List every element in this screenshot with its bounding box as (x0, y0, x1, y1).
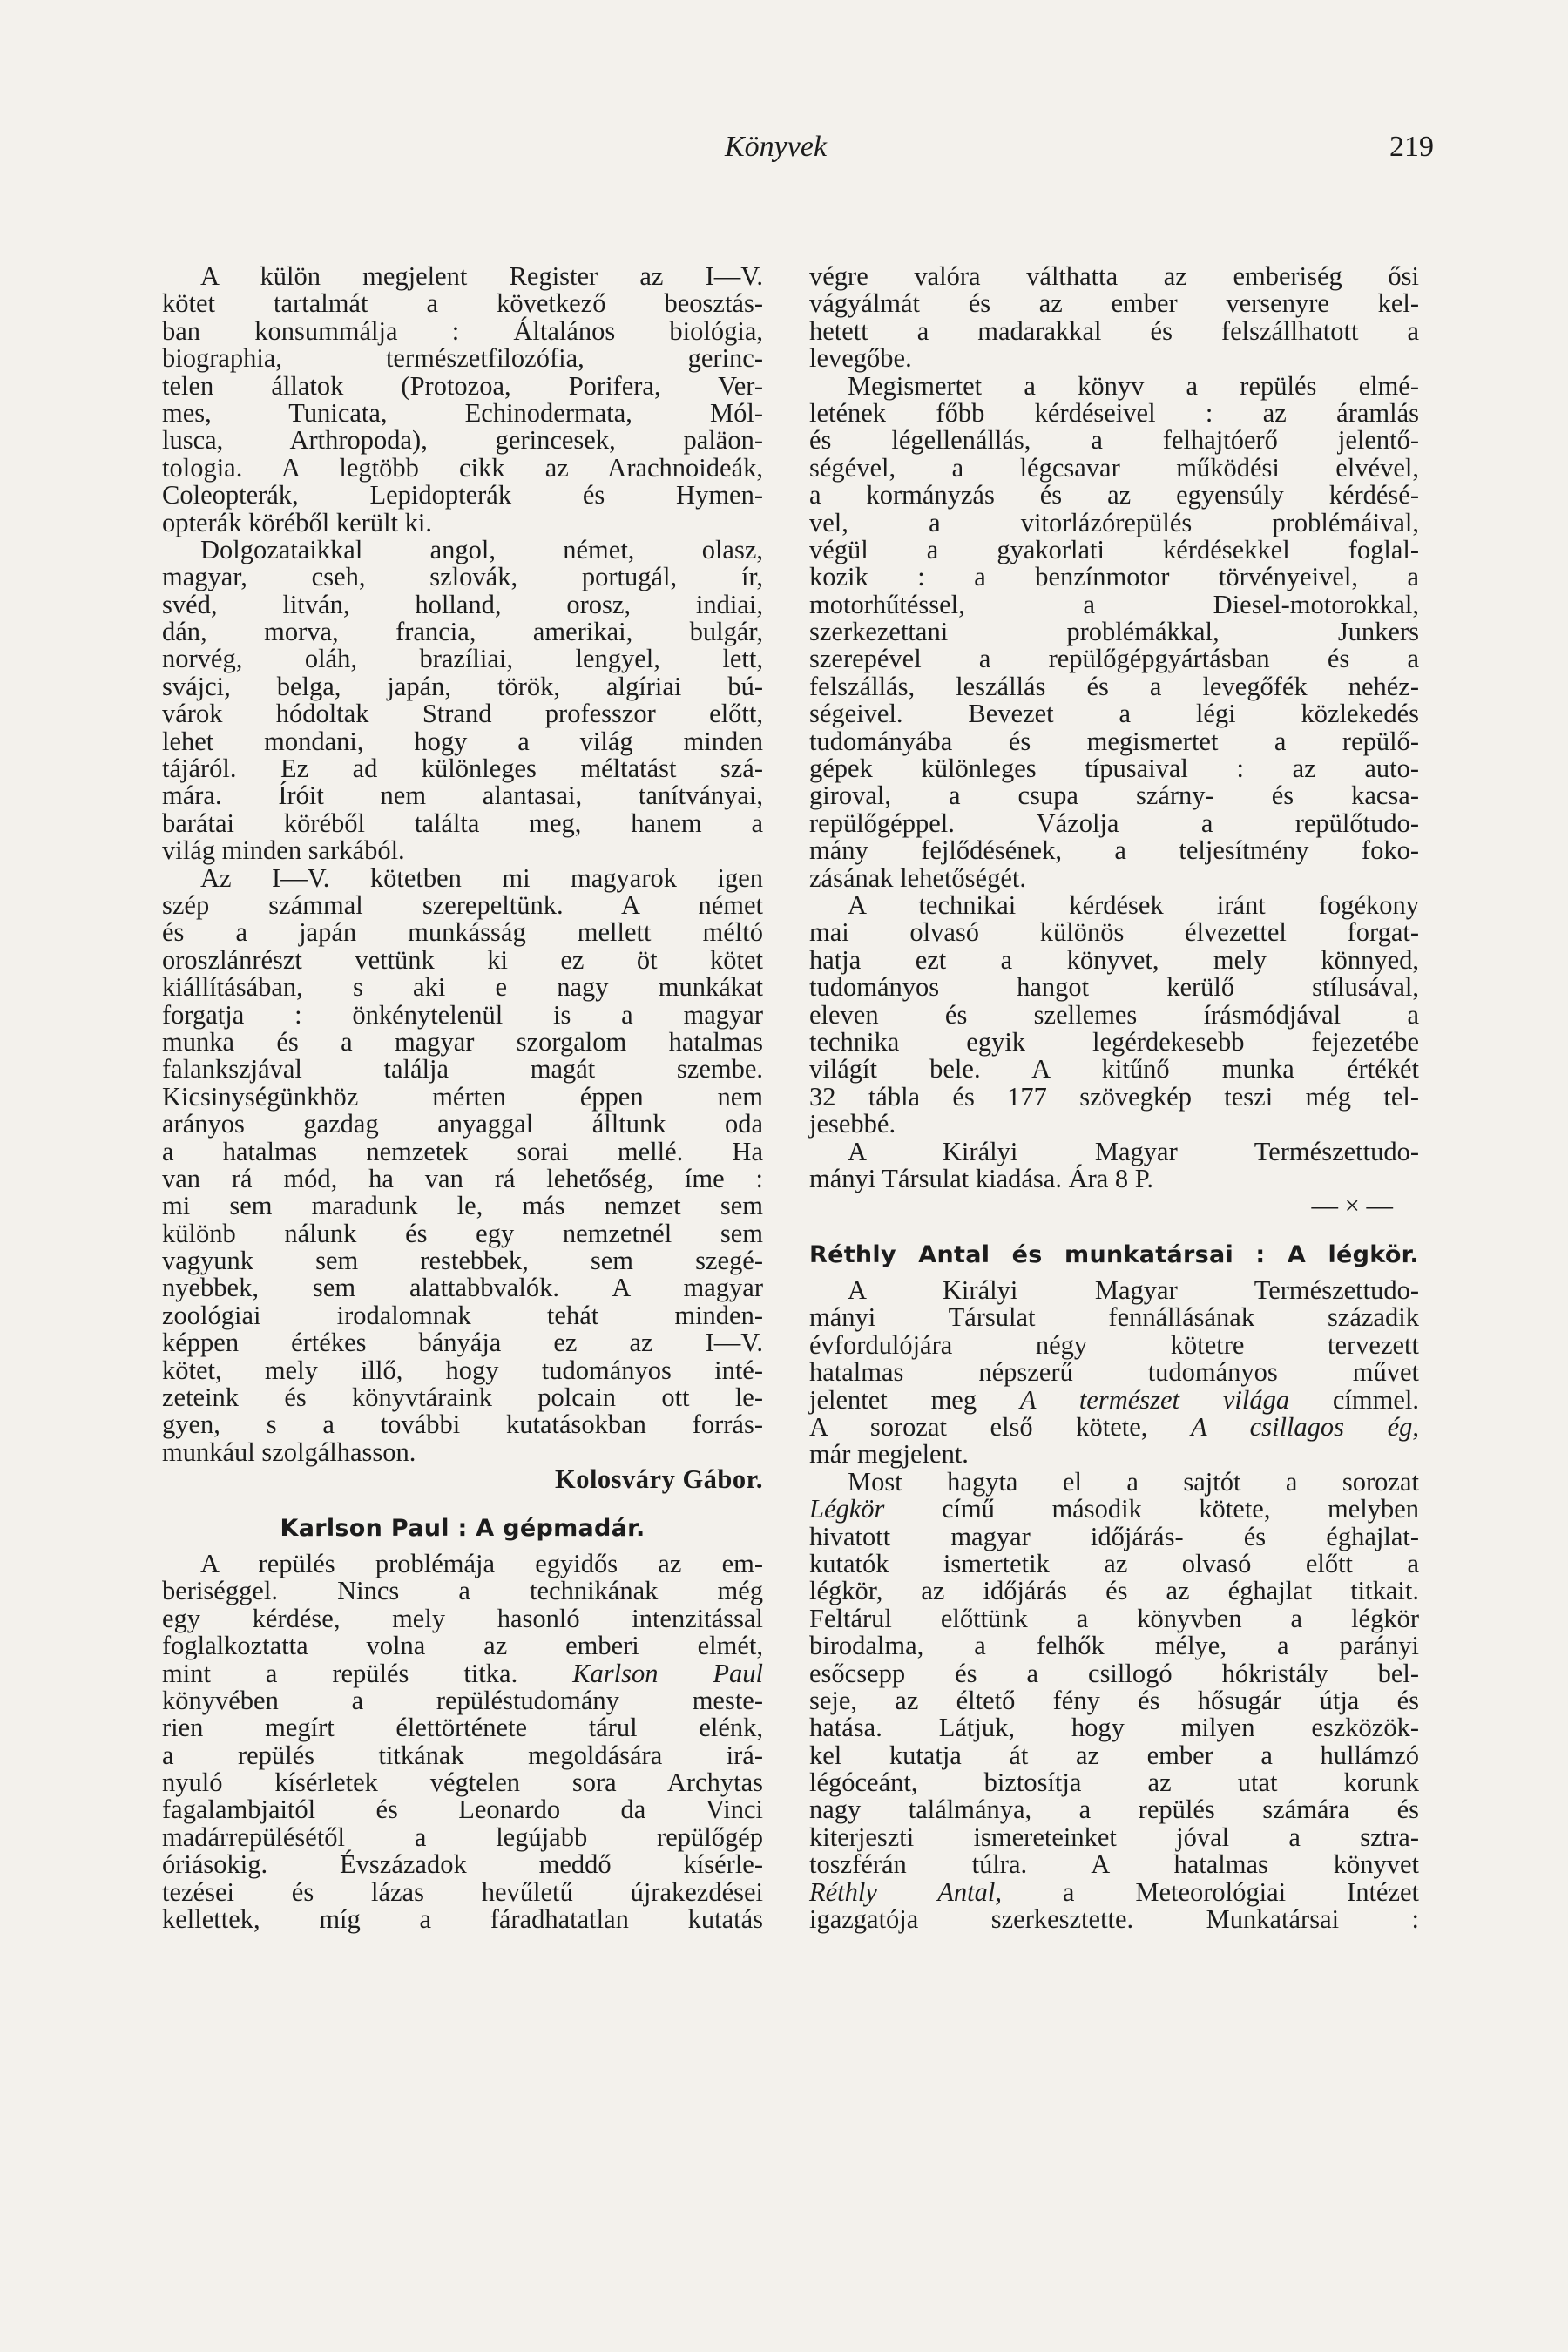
text-line: beriséggel. Nincs a technikának még (162, 1576, 763, 1606)
text-line: végre valóra válthatta az emberiség ősi (809, 261, 1419, 291)
text-line: jesebbé. (809, 1109, 896, 1139)
text-line: Most hagyta el a sajtót a sorozat (848, 1466, 1419, 1497)
text-line (809, 1414, 1419, 1441)
text-line: a repülés titkának megoldására irá- (162, 1740, 763, 1770)
text-line: szép számmal szerepeltünk. A német (162, 889, 763, 920)
text-line: kutatók ismertetik az olvasó előtt a (809, 1548, 1419, 1578)
volume-title: A csillagos ég, (1190, 1412, 1419, 1443)
text-line: lusca, Arthropoda), gerincesek, paläon- (162, 425, 763, 456)
text-line: kozik : a benzínmotor törvényeivel, a (809, 562, 1419, 592)
text-line: ségével, a légcsavar működési elvével, (809, 452, 1419, 483)
text-segment: címmel. (1332, 1384, 1420, 1415)
text-line: zeteink és könyvtáraink polcain ott le- (162, 1382, 763, 1413)
text-line: világít bele. A kitűnő munka értékét (809, 1054, 1419, 1085)
text-line: ban konsummálja : Általános biológia, (162, 315, 763, 346)
text-line: barátai köréből találta meg, hanem a (162, 808, 763, 838)
text-line: kellettek, míg a fáradhatatlan kutatás (162, 1904, 763, 1935)
text-line: biographia, természetfilozófia, gerinc- (162, 343, 763, 374)
text-line: képpen értékes bányája ez az I—V. (162, 1328, 763, 1358)
text-line: telen állatok (Protozoa, Porifera, Ver- (162, 370, 763, 401)
text-line (809, 1876, 1419, 1907)
text-line: könyvében a repüléstudomány meste- (162, 1685, 763, 1715)
text-line: hetett a madarakkal és felszállhatott a (809, 315, 1419, 346)
text-line: madárrepülésétől a legújabb repülőgép (162, 1821, 763, 1852)
text-line: különb nálunk és egy nemzetnél sem (162, 1218, 763, 1248)
text-line: szerkezettani problémákkal, Junkers (809, 617, 1419, 647)
text-line: a kormányzás és az egyensúly kérdésé- (809, 480, 1419, 510)
text-line: tezései és lázas hevűletű újrakezdései (162, 1876, 763, 1907)
text-line: letének főbb kérdéseivel : az áramlás (809, 397, 1419, 428)
text-line: igazgatója szerkesztette. Munkatársai : (809, 1904, 1419, 1935)
text-line: már megjelent. (809, 1439, 969, 1470)
text-line: nyuló kísérletek végtelen sora Archytas (162, 1767, 763, 1798)
text-line: tudományába és megismertet a repülő- (809, 726, 1419, 756)
text-segment: című második kötete, melyben (941, 1494, 1419, 1524)
text-line: gépek különleges típusaival : az auto- (809, 754, 1419, 784)
text-line: és légellenállás, a felhajtóerő jelentő- (809, 425, 1419, 456)
volume-title: Légkör (809, 1494, 885, 1524)
text-line: esőcsepp és a csillogó hókristály bel- (809, 1658, 1419, 1688)
text-line: Dolgozataikkal angol, német, olasz, (200, 534, 763, 564)
text-line: fagalambjaitól és Leonardo da Vinci (162, 1794, 763, 1825)
text-line: A Királyi Magyar Természettudo- (848, 1275, 1419, 1306)
text-segment: jelentet meg (809, 1384, 977, 1415)
text-line: toszférán túlra. A hatalmas könyvet (809, 1849, 1419, 1880)
left-column (162, 263, 763, 1933)
text-line: várok hódoltak Strand professzor előtt, (162, 699, 763, 729)
text-line: mányi Társulat fennállásának századik (809, 1302, 1419, 1333)
section-gap (809, 1220, 1419, 1241)
text-line: A külön megjelent Register az I—V. (200, 261, 763, 291)
running-head-title: Könyvek (725, 131, 828, 163)
text-line: világ minden sarkából. (162, 835, 405, 866)
text-line: A technikai kérdések iránt fogékony (848, 889, 1419, 920)
text-line: Az I—V. kötetben mi magyarok igen (200, 862, 763, 893)
text-line: a hatalmas nemzetek sorai mellé. Ha (162, 1136, 763, 1166)
section-separator: — × — (1311, 1191, 1393, 1221)
text-line: repülőgéppel. Vázolja a repülőtudo- (809, 808, 1419, 838)
text-line: magyar, cseh, szlovák, portugál, ír, (162, 562, 763, 592)
text-line: mi sem maradunk le, más nemzet sem (162, 1191, 763, 1221)
right-column (809, 263, 1419, 1933)
text-line: dán, morva, francia, amerikai, bulgár, (162, 617, 763, 647)
text-line: A repülés problémája egyidős az em- (200, 1548, 763, 1578)
text-line: mányi Társulat kiadása. Ára 8 P. (809, 1163, 1153, 1193)
text-line: oroszlánrészt vettünk ki ez öt kötet (162, 944, 763, 975)
text-line: ségeivel. Bevezet a légi közlekedés (809, 699, 1419, 729)
series-title: A természet világa (1019, 1384, 1290, 1415)
text-line: kiterjeszti ismereteinket jóval a sztra- (809, 1821, 1419, 1852)
text-line: végül a gyakorlati kérdésekkel foglal- (809, 534, 1419, 564)
text-line: kel kutatja át az ember a hullámzó (809, 1740, 1419, 1770)
text-line: felszállás, leszállás és a levegőfék nehéz- (809, 671, 1419, 701)
text-line: tologia. A legtöbb cikk az Arachnoideák, (162, 452, 763, 483)
text-line: gyen, s a további kutatásokban forrás- (162, 1409, 763, 1440)
text-line: forgatja : önkénytelenül is a magyar (162, 999, 763, 1030)
page-number: 219 (1389, 131, 1434, 163)
text-line: zoológiai irodalomnak tehát minden- (162, 1300, 763, 1330)
text-line: hivatott magyar időjárás- és éghajlat- (809, 1521, 1419, 1551)
text-line: hatja ezt a könyvet, mely könnyed, (809, 944, 1419, 975)
text-line: mára. Íróit nem alantasai, tanítványai, (162, 781, 763, 811)
text-line: hatalmas népszerű tudományos művet (809, 1357, 1419, 1388)
text-segment: mint a repülés titka. (162, 1658, 518, 1688)
text-line: eleven és szellemes írásmódjával a (809, 999, 1419, 1030)
text-segment: A sorozat első kötete, (809, 1412, 1148, 1443)
text-line: svájci, belga, japán, török, algíriai bú- (162, 671, 763, 701)
text-line: Feltárul előttünk a könyvben a légkör (809, 1603, 1419, 1633)
text-segment: a Meteorológiai Intézet (1062, 1876, 1419, 1907)
text-line: seje, az éltető fény és hősugár útja és (809, 1685, 1419, 1715)
text-line: birodalma, a felhők mélye, a parányi (809, 1631, 1419, 1661)
text-line: szerepével a repülőgépgyártásban és a (809, 644, 1419, 674)
review-heading: Karlson Paul : A gépmadár. (280, 1514, 645, 1542)
text-line: falankszjával találja magát szembe. (162, 1054, 763, 1085)
review-heading: Réthly Antal és munkatársai : A légkör. (809, 1240, 1419, 1268)
text-line: hatása. Látjuk, hogy milyen eszközök- (809, 1713, 1419, 1743)
text-line: giroval, a csupa szárny- és kacsa- (809, 781, 1419, 811)
text-line: nyebbek, sem alattabbvalók. A magyar (162, 1273, 763, 1303)
text-line: Coleopterák, Lepidopterák és Hymen- (162, 480, 763, 510)
text-line: lehet mondani, hogy a világ minden (162, 726, 763, 756)
text-line: 32 tábla és 177 szövegkép teszi még tel- (809, 1081, 1419, 1112)
text-line: óriásokig. Évszázadok meddő kísérle- (162, 1849, 763, 1880)
text-line: vel, a vitorlázórepülés problémáival, (809, 507, 1419, 537)
text-line: és a japán munkásság mellett méltó (162, 917, 763, 948)
text-line: arányos gazdag anyaggal álltunk oda (162, 1109, 763, 1139)
text-line: munkául szolgálhasson. (162, 1436, 416, 1467)
text-line: évfordulójára négy kötetre tervezett (809, 1329, 1419, 1360)
text-line: mány fejlődésének, a teljesítmény foko- (809, 835, 1419, 866)
text-line: motorhűtéssel, a Diesel-motorokkal, (809, 589, 1419, 619)
text-line: zásának lehetőségét. (809, 862, 1026, 893)
text-line (809, 1384, 1420, 1415)
text-line (162, 1660, 763, 1687)
text-line (809, 1496, 1419, 1523)
text-line: vagyunk sem restebbek, sem szegé- (162, 1246, 763, 1276)
text-line: egy kérdése, mely hasonló intenzitással (162, 1603, 763, 1633)
text-line: mes, Tunicata, Echinodermata, Mól- (162, 397, 763, 428)
text-line: kiállításában, s aki e nagy munkákat (162, 972, 763, 1003)
text-line: Kicsinységünkhöz mérten éppen nem (162, 1081, 763, 1112)
author-name: Karlson Paul (572, 1658, 764, 1688)
text-line: Megismertet a könyv a repülés elmé- (848, 370, 1419, 401)
text-line: légóceánt, biztosítja az utat korunk (809, 1767, 1419, 1798)
text-line: tudományos hangot kerülő stílusával, (809, 972, 1419, 1003)
text-line: nagy találmánya, a repülés számára és (809, 1794, 1419, 1825)
text-line: kötet tartalmát a következő beosztás- (162, 288, 763, 319)
text-line: mai olvasó különös élvezettel forgat- (809, 917, 1419, 948)
text-line: foglalkoztatta volna az emberi elmét, (162, 1631, 763, 1661)
text-line: munka és a magyar szorgalom hatalmas (162, 1026, 763, 1057)
text-line: technika egyik legérdekesebb fejezetébe (809, 1026, 1419, 1057)
text-line: levegőbe. (809, 343, 912, 374)
text-line: kötet, mely illő, hogy tudományos inté- (162, 1355, 763, 1385)
section-gap (162, 1494, 763, 1515)
text-line: opterák köréből került ki. (162, 507, 432, 537)
text-line: tájáról. Ez ad különleges méltatást szá- (162, 754, 763, 784)
text-line: rien megírt élettörténete tárul elénk, (162, 1713, 763, 1743)
review-signature: Kolosváry Gábor. (554, 1464, 763, 1495)
text-line: vágyálmát és az ember versenyre kel- (809, 288, 1419, 319)
text-line: légkör, az időjárás és az éghajlat titkait. (809, 1576, 1419, 1606)
text-line: A Királyi Magyar Természettudo- (848, 1136, 1419, 1166)
text-line: norvég, oláh, brazíliai, lengyel, lett, (162, 644, 763, 674)
text-line: svéd, litván, holland, orosz, indiai, (162, 589, 763, 619)
editor-name: Réthly Antal, (809, 1876, 1002, 1907)
text-line: van rá mód, ha van rá lehetőség, íme : (162, 1163, 763, 1193)
